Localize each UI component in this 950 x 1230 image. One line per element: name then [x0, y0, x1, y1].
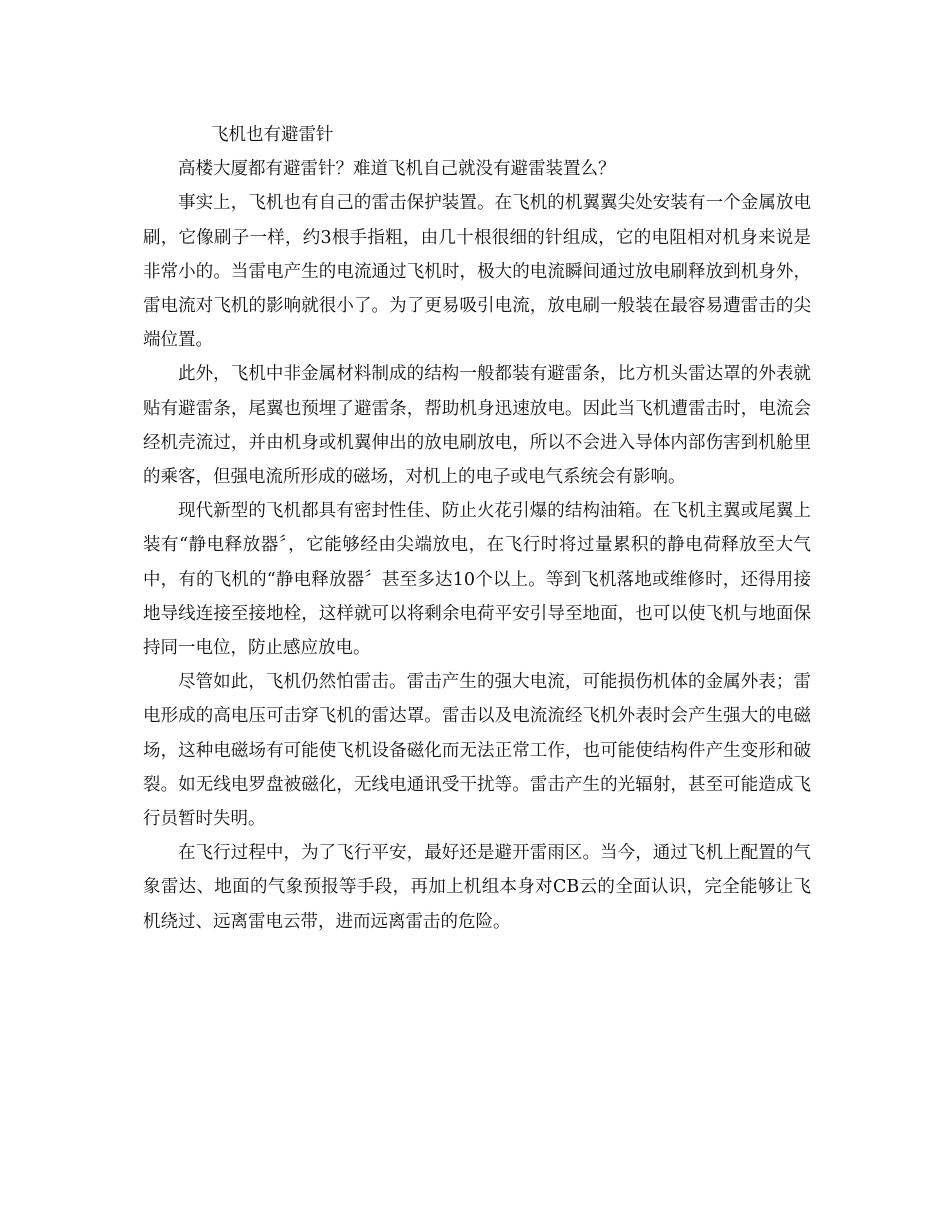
paragraph-avoid-storms: 在飞行过程中，为了飞行平安，最好还是避开雷雨区。当今，通过飞机上配置的气象雷达、地面的气象预报等手段，再加上机组本身对CB云的全面认识，完全能够让飞机绕过、远离雷电云带，进而远离雷击的危险。 [143, 843, 811, 932]
paragraph-lightning-strips: 此外，飞机中非金属材料制成的结构一般都装有避雷条，比方机头雷达罩的外表就贴有避雷条，尾翼也预埋了避雷条，帮助机身迅速放电。因此当飞机遭雷击时，电流会经机壳流过，并由机身或机翼伸出的放电刷放电，所以不会进入导体内部伤害到机舱里的乘客，但强电流所形成的磁场，对机上的电子或电气系统会有影响。 [143, 364, 811, 488]
paragraph-question: 高楼大厦都有避雷针？难道飞机自己就没有避雷装置么？ [178, 159, 616, 180]
paragraph-discharge-brush: 事实上，飞机也有自己的雷击保护装置。在飞机的机翼翼尖处安装有一个金属放电刷，它像刷子一样，约3根手指粗，由几十根很细的针组成，它的电阻相对机身来说是非常小的。当雷电产生的电流通过飞机时，极大的电流瞬间通过放电刷释放到机身外，雷电流对飞机的影响就很小了。为了更易吸引电流，放电刷一般装在最容易遭雷击的尖端位置。 [143, 193, 811, 351]
document-body [143, 118, 811, 939]
paragraph-static-dischargers: 现代新型的飞机都具有密封性佳、防止火花引爆的结构油箱。在飞机主翼或尾翼上装有“静电释放器〞，它能够经由尖端放电，在飞行时将过量累积的静电荷释放至大气中，有的飞机的“静电释放器〞甚至多达10个以上。等到飞机落地或维修时，还得用接地导线连接至接地栓，这样就可以将剩余电荷平安引导至地面，也可以使飞机与地面保持同一电位，防止感应放电。 [143, 501, 811, 659]
document-title: 飞机也有避雷针 [211, 125, 334, 145]
paragraph-lightning-damage: 尽管如此，飞机仍然怕雷击。雷击产生的强大电流，可能损伤机体的金属外表；雷电形成的高电压可击穿飞机的雷达罩。雷击以及电流流经飞机外表时会产生强大的电磁场，这种电磁场有可能使飞机设备磁化而无法正常工作，也可能使结构件产生变形和破裂。如无线电罗盘被磁化，无线电通讯受干扰等。雷击产生的光辐射，甚至可能造成飞行员暂时失明。 [143, 672, 811, 830]
